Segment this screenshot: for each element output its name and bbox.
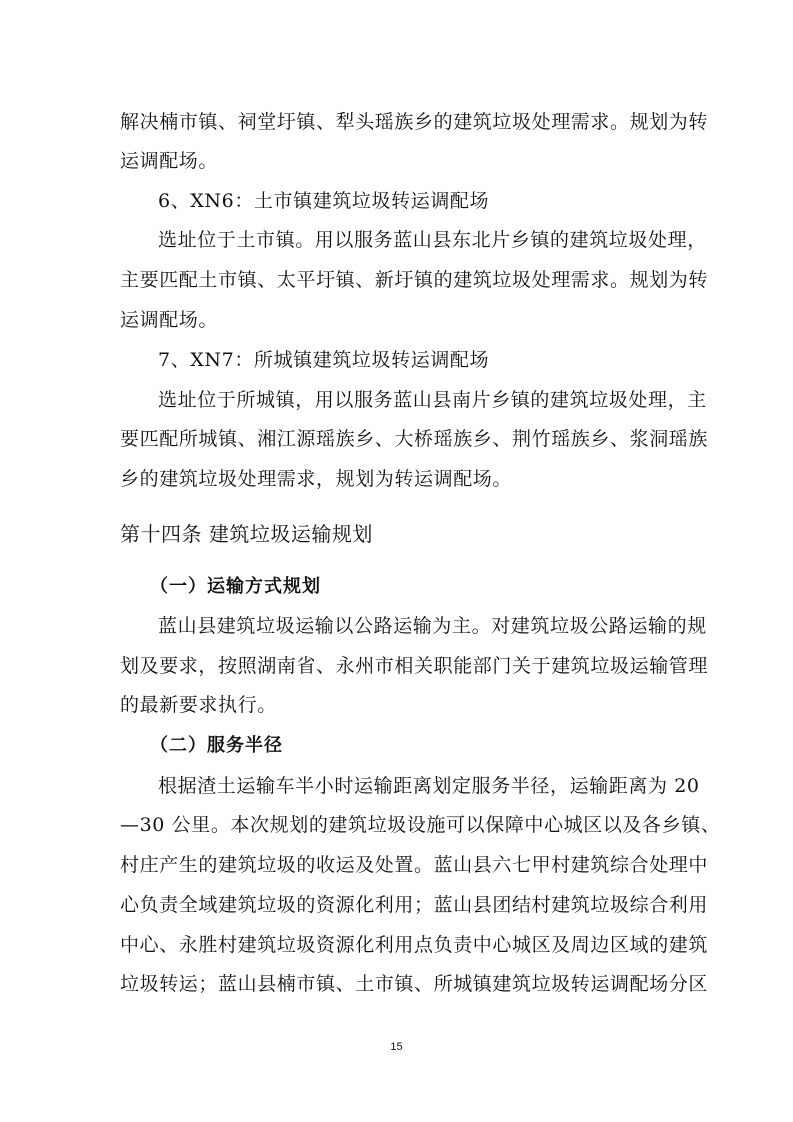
body-text-line: 垃圾转运；蓝山县楠市镇、土市镇、所城镇建筑垃圾转运调配场分区 [120, 973, 709, 995]
body-text-line: 解决楠市镇、祠堂圩镇、犁头瑶族乡的建筑垃圾处理需求。规划为转 [120, 111, 709, 133]
body-text-line: 乡的建筑垃圾处理需求，规划为转运调配场。 [120, 468, 513, 490]
body-text-line: 选址位于土市镇。用以服务蓝山县东北片乡镇的建筑垃圾处理， [158, 229, 707, 251]
body-text-line: —30 公里。本次规划的建筑垃圾设施可以保障中心城区以及各乡镇、 [120, 814, 721, 836]
body-text-line: 要匹配所城镇、湘江源瑶族乡、大桥瑶族乡、荆竹瑶族乡、浆洞瑶族 [120, 428, 709, 450]
body-text-line: 主要匹配土市镇、太平圩镇、新圩镇的建筑垃圾处理需求。规划为转 [120, 269, 709, 291]
body-text-line: 村庄产生的建筑垃圾的收运及处置。蓝山县六七甲村建筑综合处理中 [120, 854, 709, 876]
list-item-heading: 7、XN7：所城镇建筑垃圾转运调配场 [158, 349, 490, 371]
body-text-line: 心负责全域建筑垃圾的资源化利用；蓝山县团结村建筑垃圾综合利用 [120, 894, 709, 916]
section-heading: （一）运输方式规划 [150, 576, 321, 597]
section-heading: （二）服务半径 [150, 735, 283, 756]
body-text-line: 根据渣土运输车半小时运输距离划定服务半径，运输距离为 20 [158, 775, 700, 797]
body-text-line: 运调配场。 [120, 309, 219, 331]
body-text-line: 蓝山县建筑垃圾运输以公路运输为主。对建筑垃圾公路运输的规 [158, 615, 707, 637]
body-text-line: 划及要求，按照湖南省、永州市相关职能部门关于建筑垃圾运输管理 [120, 655, 709, 677]
body-text-line: 中心、永胜村建筑垃圾资源化利用点负责中心城区及周边区域的建筑 [120, 934, 709, 956]
body-text-line: 的最新要求执行。 [120, 694, 277, 716]
article-title: 第十四条 建筑垃圾运输规划 [120, 522, 373, 546]
body-text-line: 运调配场。 [120, 150, 219, 172]
page-number: 15 [390, 1041, 403, 1053]
list-item-heading: 6、XN6：土市镇建筑垃圾转运调配场 [158, 190, 490, 212]
body-text-line: 选址位于所城镇，用以服务蓝山县南片乡镇的建筑垃圾处理，主 [158, 389, 707, 411]
